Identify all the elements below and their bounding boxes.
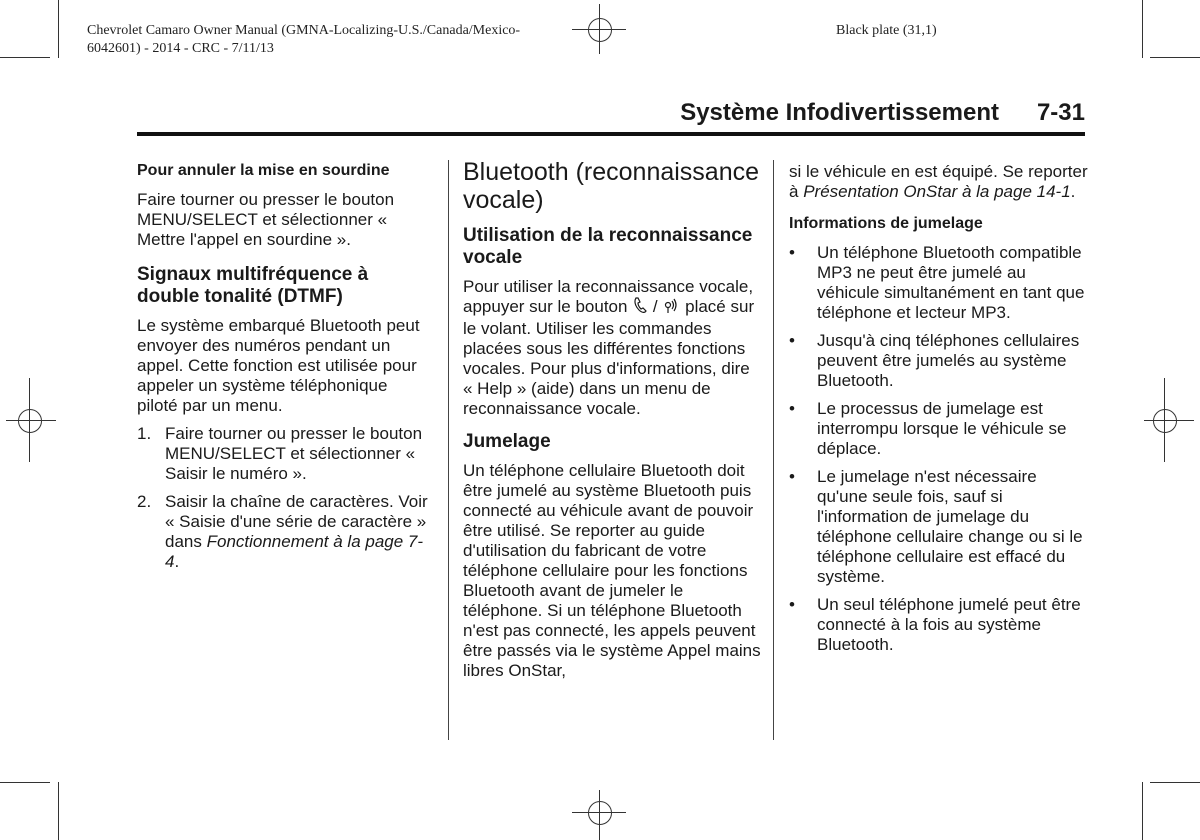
heading-pairing: Jumelage xyxy=(463,431,551,452)
heading-voice-recognition: Utilisation de la reconnaissance vocale xyxy=(463,225,753,268)
bullet-text: Un seul téléphone jumelé peut être connecté à la fois au système Bluetooth. xyxy=(817,595,1081,654)
running-header xyxy=(137,98,1085,136)
list-item xyxy=(789,331,1089,391)
bullet: • xyxy=(789,399,795,418)
list-item xyxy=(789,399,1089,459)
paragraph-continued xyxy=(789,162,1089,202)
crop-mark xyxy=(1142,0,1143,58)
step-text: Faire tourner ou presser le bouton MENU/SELECT et sélectionner « Saisir le numéro ». xyxy=(165,424,423,483)
crop-mark xyxy=(1150,57,1200,58)
heading-unmute: Pour annuler la mise en sourdine xyxy=(137,162,390,179)
print-job-line-2: 6042601) - 2014 - CRC - 7/11/13 xyxy=(87,41,274,56)
crop-mark xyxy=(58,782,59,840)
heading-pairing-info: Informations de jumelage xyxy=(789,215,983,232)
bullet: • xyxy=(789,331,795,350)
continued-text: si le véhicule en est équipé. Se reporter à xyxy=(789,162,1088,201)
print-job-line-1: Chevrolet Camaro Owner Manual (GMNA-Localizing-U.S./Canada/Mexico- xyxy=(87,23,521,38)
list-item xyxy=(789,243,1089,323)
bullet: • xyxy=(789,243,795,262)
bullet-text: Le processus de jumelage est interrompu lorsque le véhicule se déplace. xyxy=(817,399,1067,458)
list-item xyxy=(137,492,429,572)
page-reference: Présentation OnStar à la page 14-1 xyxy=(803,182,1071,201)
registration-circle xyxy=(588,18,612,42)
crop-mark xyxy=(0,782,50,783)
plate-label: Black plate (31,1) xyxy=(836,23,937,38)
crop-mark xyxy=(0,57,50,58)
step-number: 1. xyxy=(137,424,152,443)
column-3 xyxy=(789,162,1089,663)
continued-tail: . xyxy=(1070,182,1076,201)
bullet-text: Jusqu'à cinq téléphones cellulaires peuvent être jumelés au système Bluetooth. xyxy=(817,331,1080,390)
step-tail: . xyxy=(174,552,180,571)
bullet-text: Un téléphone Bluetooth compatible MP3 ne peut être jumelé au véhicule simultanément en tant que téléphone et lecteur MP3. xyxy=(817,243,1085,322)
column-1 xyxy=(137,158,429,580)
crop-mark xyxy=(1150,782,1200,783)
page-number: 7-31 xyxy=(1036,99,1085,126)
page-reference: Fonctionnement à la page 7-4 xyxy=(165,532,424,571)
voice-separator: / xyxy=(652,297,658,316)
heading-dtmf: Signaux multifréquence à double tonalité (DTMF) xyxy=(137,264,369,307)
registration-circle xyxy=(1153,409,1177,433)
step-number: 2. xyxy=(137,492,152,511)
step-text: Saisir la chaîne de caractères. Voir « Saisie d'une série de caractère » dans xyxy=(165,492,428,551)
list-item xyxy=(137,424,429,484)
voice-text-a: Pour utiliser la reconnaissance vocale, appuyer sur le bouton xyxy=(463,277,754,316)
registration-circle xyxy=(588,801,612,825)
bullet: • xyxy=(789,595,795,614)
paragraph-pairing: Un téléphone cellulaire Bluetooth doit être jumelé au système Bluetooth puis connecté au véhicule avant de pouvoir être utilisé. Se reporter au guide d'utilisation du fabricant de votre téléphone cellulaire pour les fonctions Bluetooth avant de jumeler le téléphone. Si un téléphone Bluetooth n'est pas connecté, les appels peuvent être passés via le système Appel mains libres OnStar, xyxy=(463,461,761,680)
column-divider xyxy=(773,160,774,740)
paragraph-dtmf: Le système embarqué Bluetooth peut envoyer des numéros pendant un appel. Cette fonction est utilisée pour appeler un système téléphonique piloté par un menu. xyxy=(137,316,420,415)
bullet: • xyxy=(789,467,795,486)
heading-bluetooth: Bluetooth (reconnaissance vocale) xyxy=(463,158,760,214)
steps-list xyxy=(137,424,429,572)
paragraph-voice xyxy=(463,277,763,419)
print-job-info xyxy=(87,22,520,58)
column-divider xyxy=(448,160,449,740)
paragraph-unmute: Faire tourner ou presser le bouton MENU/SELECT et sélectionner « Mettre l'appel en sourdine ». xyxy=(137,190,395,249)
crop-mark xyxy=(58,0,59,58)
list-item xyxy=(789,595,1089,655)
voice-command-icon xyxy=(663,297,679,319)
registration-circle xyxy=(18,409,42,433)
section-title: Système Infodivertissement xyxy=(680,99,999,126)
voice-text-b: placé sur le volant. Utiliser les commandes placées sous les différentes fonctions vocales. Pour plus d'informations, dire « Help » (aide) dans un menu de reconnaissance vocale. xyxy=(463,297,755,418)
list-item xyxy=(789,467,1089,587)
push-to-talk-icon xyxy=(633,297,647,319)
pairing-info-list xyxy=(789,243,1089,655)
crop-mark xyxy=(1142,782,1143,840)
bullet-text: Le jumelage n'est nécessaire qu'une seule fois, sauf si l'information de jumelage du téléphone cellulaire change ou si le téléphone cellulaire est effacé du système. xyxy=(817,467,1083,586)
column-2 xyxy=(463,158,763,689)
